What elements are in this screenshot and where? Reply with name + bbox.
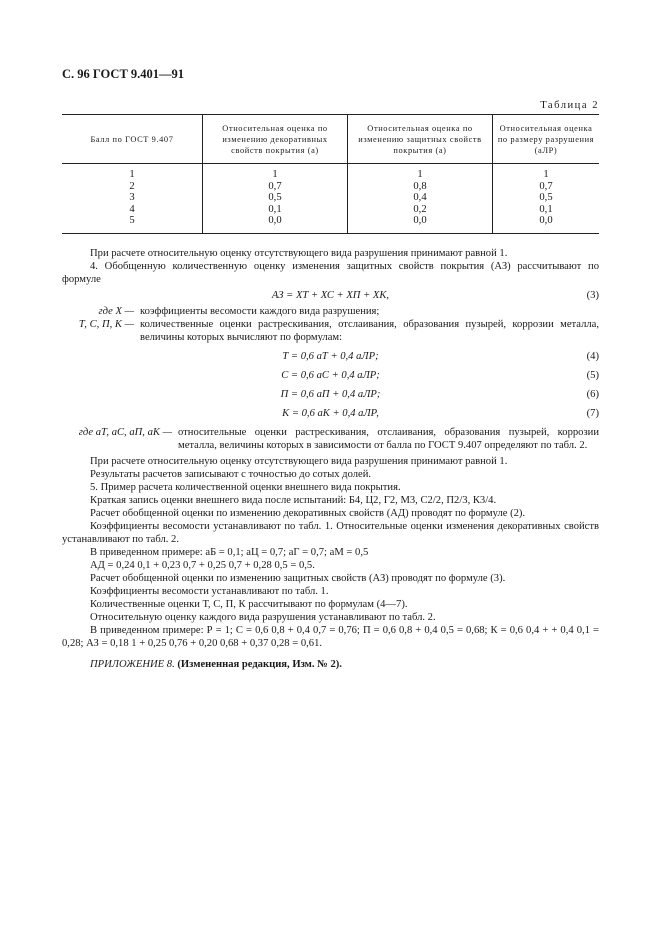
- table-body: [62, 164, 599, 234]
- appendix-label: ПРИЛОЖЕНИЕ 8.: [90, 659, 175, 670]
- formula-number: (4): [586, 351, 599, 362]
- paragraph: Расчет обобщенной оценки по изменению защитных свойств (АЗ) проводят по формуле (3).: [90, 573, 506, 584]
- table-cell: 5: [129, 215, 135, 227]
- formula-3: [62, 286, 599, 305]
- table-header-cell: Относительная оценка по изменению декоративных свойств покрытия (a): [203, 115, 348, 164]
- table-cell: 1: [203, 164, 348, 181]
- definition-term: где аТ, аС, аП, аК —: [78, 427, 172, 438]
- table-row: [62, 215, 599, 233]
- table-cell: 1: [129, 169, 135, 180]
- paragraph: 5. Пример расчета количественной оценки внешнего вида покрытия.: [90, 482, 401, 493]
- paragraph-list: [62, 455, 599, 650]
- paragraph: Количественные оценки Т, С, П, К рассчитывают по формулам (4—7).: [90, 599, 408, 610]
- table-cell: 0,7: [203, 181, 348, 193]
- paragraph: В приведенном примере: аБ = 0,1; аЦ = 0,7; аГ = 0,7; аМ = 0,5: [90, 547, 369, 558]
- table-header-row: [62, 115, 599, 164]
- table-cell: 0,8: [348, 181, 493, 193]
- paragraph: АД = 0,24 0,1 + 0,23 0,7 + 0,25 0,7 + 0,28 0,5 = 0,5.: [90, 560, 315, 571]
- formula-number: (6): [586, 389, 599, 400]
- definition-desc: количественные оценки растрескивания, отслаивания, образования пузырей, коррозии металла, величины которых вычисляют по формулам:: [140, 319, 599, 343]
- definition: [62, 318, 599, 344]
- formula-6: [62, 385, 599, 404]
- definition-desc: коэффициенты весомости каждого вида разрушения;: [140, 306, 380, 317]
- table-cell: 3: [129, 192, 135, 204]
- paragraph: Результаты расчетов записывают с точностью до сотых долей.: [90, 469, 372, 480]
- paragraph: Коэффициенты весомости устанавливают по табл. 1.: [90, 586, 329, 597]
- table-header-cell: Относительная оценка по размеру разрушения (aЛР): [493, 115, 600, 164]
- table-cell: 0,1: [493, 204, 600, 216]
- formula-text: К = 0,6 аК + 0,4 аЛР,: [282, 408, 379, 419]
- definition: [62, 305, 599, 318]
- paragraph: При расчете относительную оценку отсутствующего вида разрушения принимают равной 1.: [90, 248, 508, 259]
- formula-5: [62, 366, 599, 385]
- formula-text: Т = 0,6 аТ + 0,4 аЛР;: [282, 351, 379, 362]
- formula-7: [62, 404, 599, 423]
- table-row: [62, 204, 599, 216]
- formula-number: (3): [586, 290, 599, 301]
- table-header-cell: Относительная оценка по изменению защитных свойств покрытия (a): [348, 115, 493, 164]
- table-cell: 0,5: [203, 192, 348, 204]
- definition-term: где Х —: [98, 306, 134, 317]
- paragraph: Краткая запись оценки внешнего вида после испытаний: Б4, Ц2, Г2, М3, С2/2, П2/3, К3/4.: [90, 495, 497, 506]
- table-cell: 0,1: [203, 204, 348, 216]
- table-row: [62, 192, 599, 204]
- paragraph: В приведенном примере: Р = 1; С = 0,6 0,8 + 0,4 0,7 = 0,76; П = 0,6 0,8 + 0,4 0,5 = 0,68; К = 0,6 0,4 + + 0,4 0,1 = 0,28; АЗ = 0,18 1 + 0,25 0,76 + 0,20 0,68 + 0,37 0,28 = 0,61.: [62, 625, 599, 649]
- table-cell: 2: [129, 180, 135, 192]
- table-cell: 1: [348, 164, 493, 181]
- paragraph: 4. Обобщенную количественную оценку изменения защитных свойств покрытия (АЗ) рассчитывают по формуле: [62, 261, 599, 285]
- table-cell: 0,7: [493, 181, 600, 193]
- formula-text: П = 0,6 аП + 0,4 аЛР;: [280, 389, 381, 400]
- appendix-revision: (Измененная редакция, Изм. № 2).: [177, 659, 342, 670]
- definition: [62, 426, 599, 452]
- table-cell: 4: [129, 203, 135, 215]
- table-cell: 0,0: [493, 215, 600, 233]
- definition-term: Т, С, П, К —: [78, 319, 134, 330]
- paragraph: При расчете относительную оценку отсутствующего вида разрушения принимают равной 1.: [90, 456, 508, 467]
- paragraph: Расчет обобщенной оценки по изменению декоративных свойств (АД) проводят по формуле (2).: [90, 508, 526, 519]
- table-header-cell: Балл по ГОСТ 9.407: [90, 134, 174, 144]
- formula-number: (7): [586, 408, 599, 419]
- table-label: Таблица 2: [540, 100, 599, 111]
- table-row: [62, 164, 599, 181]
- page-header: С. 96 ГОСТ 9.401—91: [62, 67, 185, 81]
- definition-desc: относительные оценки растрескивания, отслаивания, образования пузырей, коррозии металла, величины которых в зависимости от балла по ГОСТ 9.407 определяют по табл. 2.: [178, 427, 599, 451]
- table-cell: 1: [493, 164, 600, 181]
- body-text: [62, 247, 599, 671]
- table-cell: 0,2: [348, 204, 493, 216]
- formula-text: АЗ = ХТ + ХС + ХП + ХК,: [271, 290, 390, 301]
- score-table: [62, 114, 599, 234]
- table-cell: 0,0: [203, 215, 348, 233]
- table-row: [62, 181, 599, 193]
- paragraph: Коэффициенты весомости устанавливают по табл. 1. Относительные оценки изменения декоративных свойств устанавливают по табл. 2.: [62, 521, 599, 545]
- paragraph: Относительную оценку каждого вида разрушения устанавливают по табл. 2.: [90, 612, 436, 623]
- appendix-note: [62, 658, 599, 671]
- formula-4: [62, 347, 599, 366]
- table-cell: 0,5: [493, 192, 600, 204]
- formula-text: С = 0,6 аС + 0,4 аЛР;: [281, 370, 380, 381]
- table-cell: 0,0: [348, 215, 493, 233]
- table-cell: 0,4: [348, 192, 493, 204]
- formula-number: (5): [586, 370, 599, 381]
